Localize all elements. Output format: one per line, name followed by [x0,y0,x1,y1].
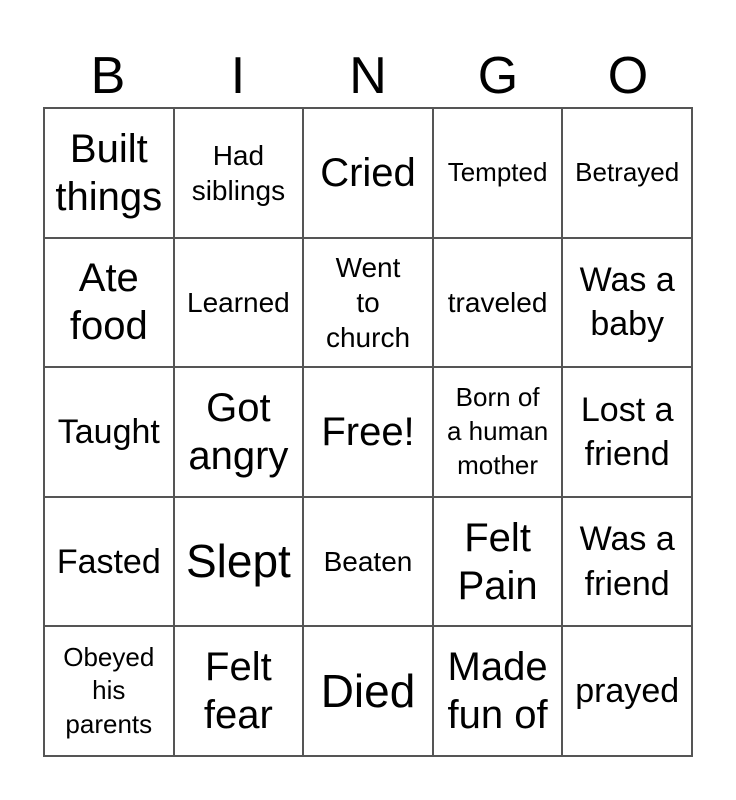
bingo-cell[interactable]: traveled [433,238,563,368]
bingo-cell[interactable]: Was a friend [562,497,692,627]
bingo-cell[interactable]: Beaten [303,497,433,627]
free-space-cell[interactable]: Free! [303,367,433,497]
bingo-cell[interactable]: Tempted [433,108,563,238]
header-letter-i: I [230,47,246,105]
bingo-cell[interactable]: prayed [562,626,692,756]
bingo-cell[interactable]: Born of a human mother [433,367,563,497]
bingo-cell[interactable]: Learned [174,238,304,368]
bingo-cell[interactable]: Taught [44,367,174,497]
bingo-cell[interactable]: Lost a friend [562,367,692,497]
bingo-cell[interactable]: Had siblings [174,108,304,238]
bingo-cell[interactable]: Made fun of [433,626,563,756]
header-letter-b: B [90,47,126,105]
bingo-cell[interactable]: Fasted [44,497,174,627]
header-letter-g: G [477,47,519,105]
bingo-board [43,107,693,757]
bingo-cell[interactable]: Felt fear [174,626,304,756]
bingo-cell[interactable]: Built things [44,108,174,238]
bingo-cell[interactable]: Died [303,626,433,756]
bingo-cell[interactable]: Was a baby [562,238,692,368]
bingo-cell[interactable]: Betrayed [562,108,692,238]
bingo-cell[interactable]: Went to church [303,238,433,368]
bingo-cell[interactable]: Cried [303,108,433,238]
bingo-header [43,46,693,106]
bingo-cell[interactable]: Got angry [174,367,304,497]
header-letter-o: O [607,47,649,105]
bingo-cell[interactable]: Obeyed his parents [44,626,174,756]
bingo-cell[interactable]: Slept [174,497,304,627]
bingo-cell[interactable]: Felt Pain [433,497,563,627]
header-letter-n: N [349,47,387,105]
bingo-cell[interactable]: Ate food [44,238,174,368]
